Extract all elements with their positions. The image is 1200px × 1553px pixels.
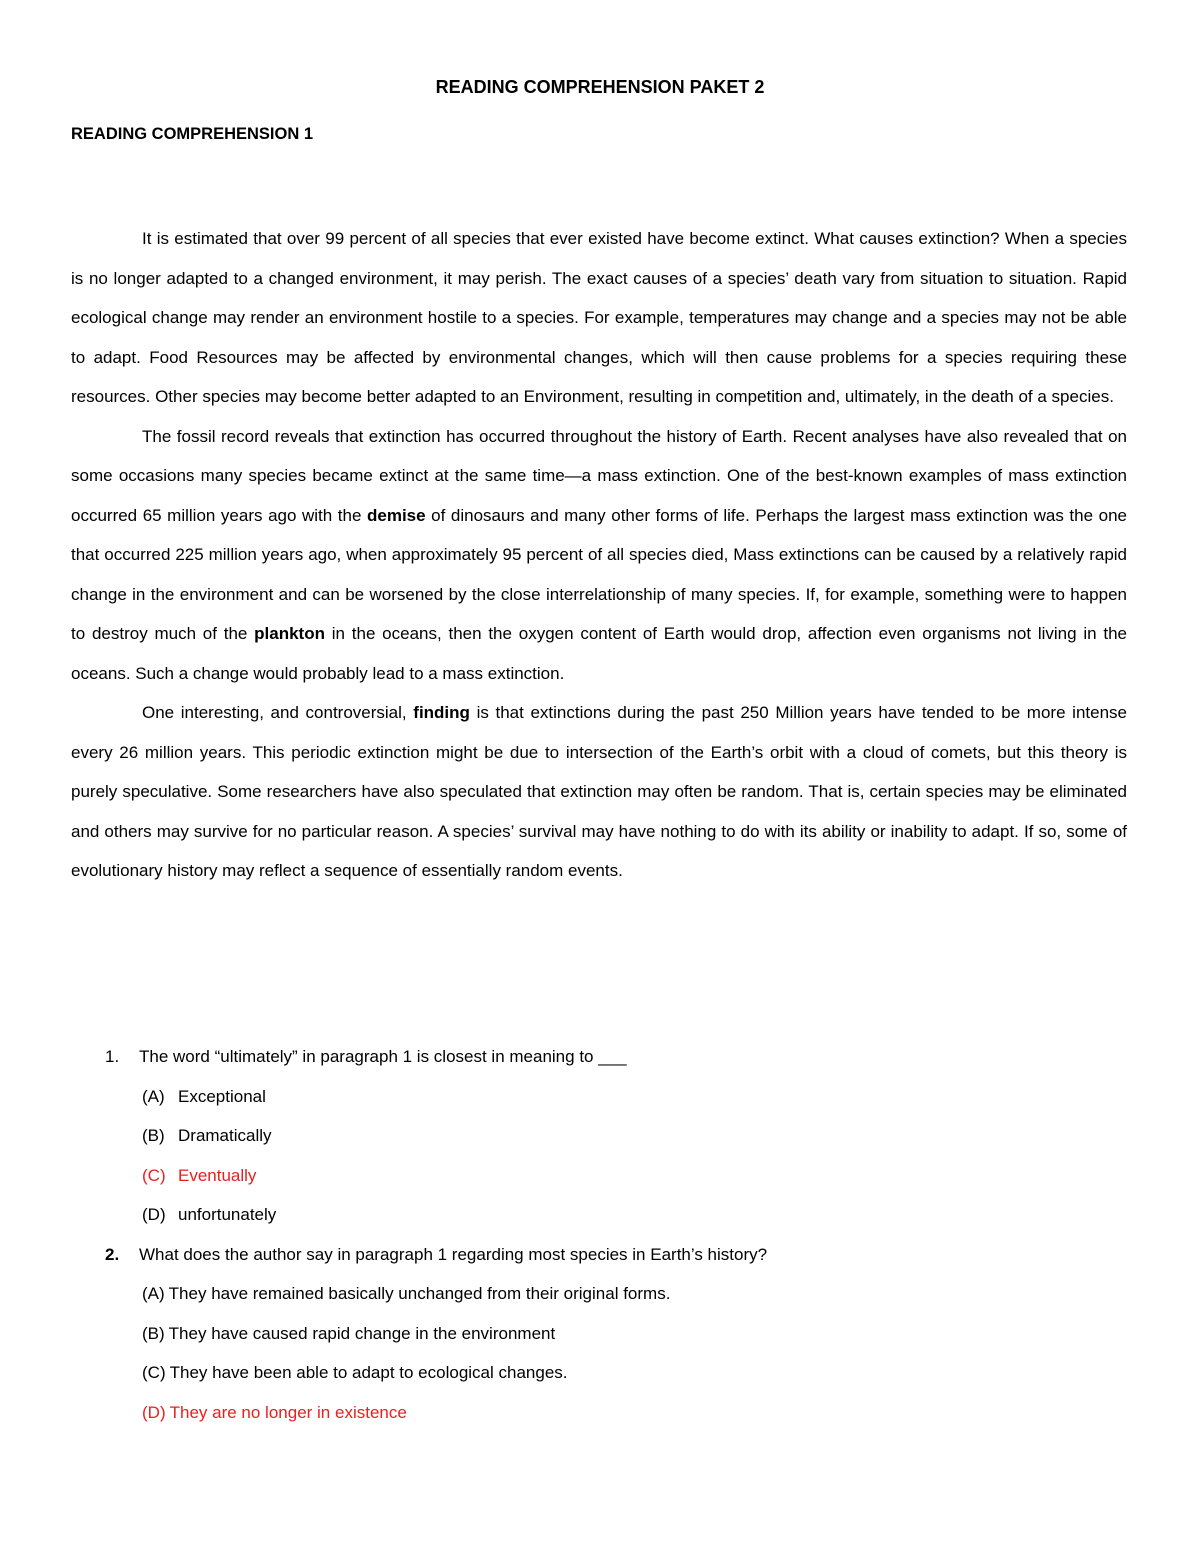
paragraph-text: is that extinctions during the past 250 Million years have tended to be more intense every 26 million years. This periodic extinction might be due to intersection of the Earth’s orbit with a cloud of comets, but this theory is purely speculative. Some researchers have also speculated that extinction may often be random. That is, certain species may be eliminated and others may survive for no particular reason. A species’ survival may have nothing to do with its ability or inability to adapt. If so, some of evolutionary history may reflect a sequence of essentially random events. xyxy=(71,703,1127,880)
question-2 xyxy=(71,1235,1127,1433)
emphasized-word: plankton xyxy=(254,624,325,643)
passage-paragraph-1 xyxy=(71,219,1127,417)
passage-paragraph-3 xyxy=(71,693,1127,891)
option-text: They have remained basically unchanged from their original forms. xyxy=(168,1284,671,1303)
question-number: 2. xyxy=(105,1244,120,1264)
question-stem xyxy=(71,1235,1127,1275)
section-heading: READING COMPREHENSION 1 xyxy=(71,125,314,143)
option-label: (C) xyxy=(142,1363,166,1382)
option-label: (D) xyxy=(142,1205,166,1224)
question-list xyxy=(71,1037,1127,1432)
option-text: They have been able to adapt to ecological changes. xyxy=(169,1363,568,1382)
answer-option xyxy=(71,1314,1127,1354)
question-text: What does the author say in paragraph 1 regarding most species in Earth’s history? xyxy=(139,1244,768,1264)
answer-option xyxy=(71,1077,1127,1117)
answer-option xyxy=(71,1353,1127,1393)
question-stem xyxy=(71,1037,1127,1077)
answer-options xyxy=(71,1274,1127,1432)
paragraph-text: in the oceans, then the oxygen content of Earth would drop, affection even organisms not living in the oceans. Such a change would probably lead to a mass extinction. xyxy=(71,624,1127,683)
answer-option xyxy=(71,1116,1127,1156)
question-1 xyxy=(71,1037,1127,1235)
document-title: READING COMPREHENSION PAKET 2 xyxy=(435,77,765,97)
answer-option xyxy=(71,1195,1127,1235)
option-text: Dramatically xyxy=(178,1126,272,1145)
option-text: Exceptional xyxy=(178,1086,266,1106)
paragraph-text: The fossil record reveals that extinction has occurred throughout the history of Earth. Recent analyses have also revealed that on some occasions many species became extinct at the same time—a mass extinction. One of the best-known examples of mass extinction occurred 65 million years ago with the xyxy=(71,426,1127,525)
option-text: Eventually xyxy=(178,1165,257,1185)
option-label: (B) xyxy=(142,1323,165,1343)
question-text: The word “ultimately” in paragraph 1 is closest in meaning to ___ xyxy=(139,1047,627,1066)
reading-passage xyxy=(71,219,1127,891)
answer-option-correct xyxy=(71,1393,1127,1433)
option-label: (D) xyxy=(142,1402,166,1422)
emphasized-word: finding xyxy=(413,703,470,722)
option-label: (C) xyxy=(142,1165,166,1185)
option-label: (A) xyxy=(142,1086,165,1106)
paragraph-text: of dinosaurs and many other forms of life. Perhaps the largest mass extinction was the one that occurred 225 million years ago, when approximately 95 percent of all species died, Mass extinctions can be caused by a relatively rapid change in the environment and can be worsened by the close interrelationship of many species. If, for example, something were to happen to destroy much of the xyxy=(71,505,1127,643)
passage-paragraph-2 xyxy=(71,417,1127,694)
option-text: unfortunately xyxy=(178,1205,277,1224)
option-text: They have caused rapid change in the environment xyxy=(168,1323,556,1343)
option-label: (B) xyxy=(142,1126,165,1145)
question-number: 1. xyxy=(105,1047,120,1066)
answer-option-correct xyxy=(71,1156,1127,1196)
paragraph-text: One interesting, and controversial, xyxy=(142,703,414,722)
emphasized-word: demise xyxy=(367,505,426,525)
paragraph-text: It is estimated that over 99 percent of all species that ever existed have become extinct. What causes extinction? When a species is no longer adapted to a changed environment, it may perish. The exact causes of a species’ death vary from situation to situation. Rapid ecological change may render an environment hostile to a species. For example, temperatures may change and a species may not be able to adapt. Food Resources may be affected by environmental changes, which will then cause problems for a species requiring these resources. Other species may become better adapted to an Environment, resulting in competition and, ultimately, in the death of a species. xyxy=(71,229,1127,406)
option-text: They are no longer in existence xyxy=(169,1402,407,1422)
answer-options xyxy=(71,1077,1127,1235)
answer-option xyxy=(71,1274,1127,1314)
option-label: (A) xyxy=(142,1284,165,1303)
